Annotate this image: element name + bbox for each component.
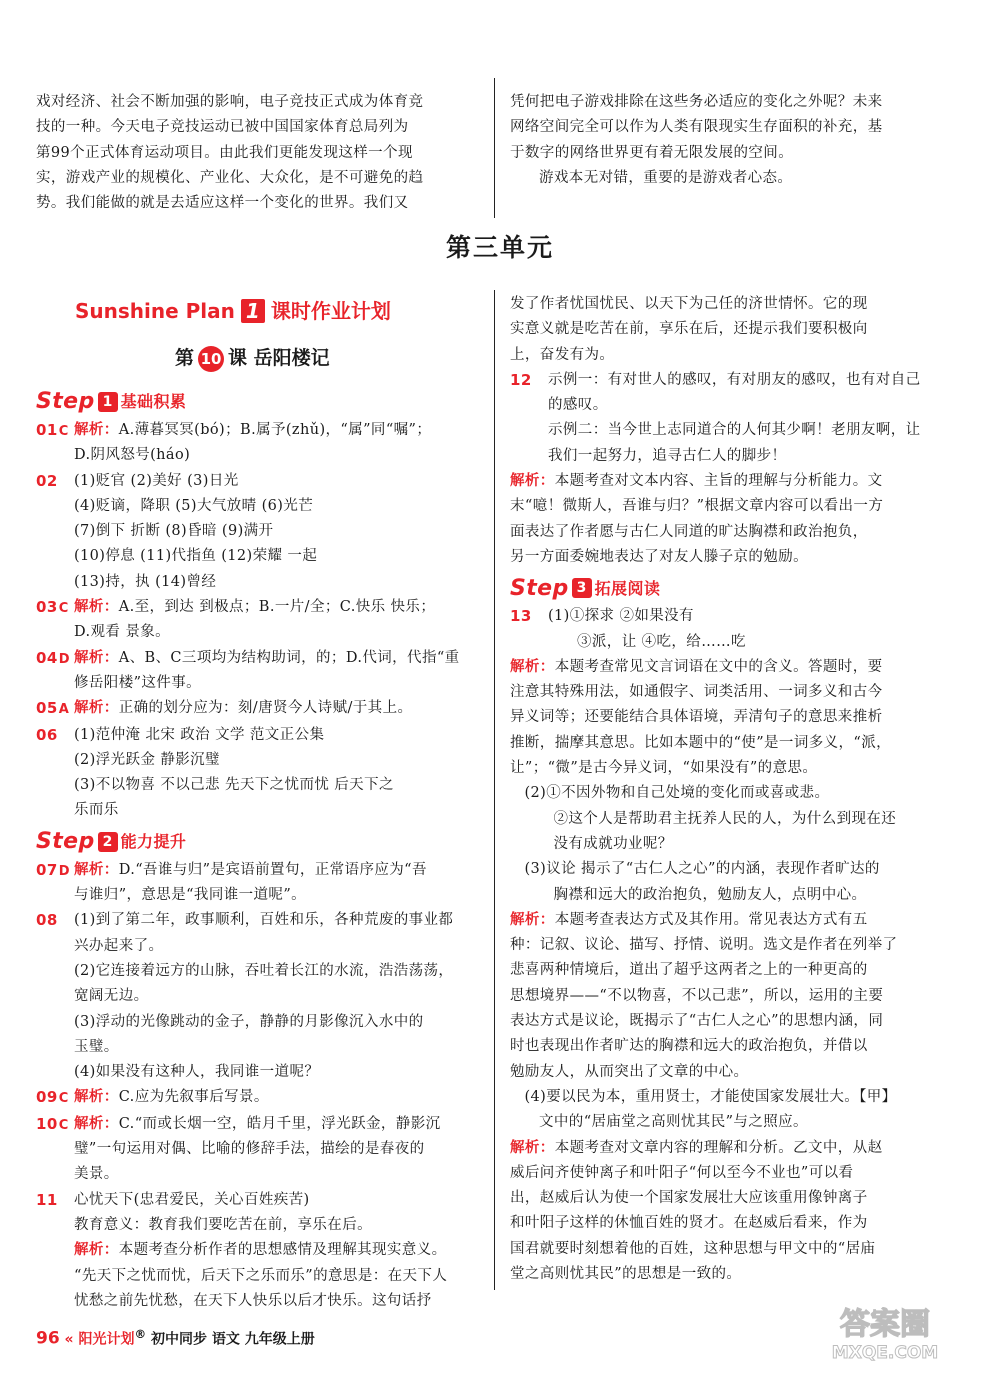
question-01 bbox=[36, 418, 482, 469]
text-line: 表达方式是议论，既揭示了“古仁人之心”的思想内涵，同 bbox=[510, 1013, 884, 1030]
text-line: (1)到了第二年，政事顺利，百姓和乐，各种荒废的事业都 bbox=[74, 912, 454, 929]
question-12 bbox=[510, 368, 956, 469]
text-line: (2)①不因外物和自己处境的变化而或喜或悲。 bbox=[524, 785, 830, 802]
main-column-divider bbox=[494, 290, 495, 1290]
jiexi-label: 解析： bbox=[510, 911, 555, 928]
jiexi-label: 解析： bbox=[74, 1089, 119, 1106]
text-line: 实意义就是吃苦在前，享乐在后，还提示我们要积极向 bbox=[510, 321, 868, 338]
unit-title: 第三单元 bbox=[445, 233, 554, 262]
text-line: A.至，到达 到极点；B.一片/全；C.快乐 快乐； bbox=[118, 599, 436, 616]
step-word: Step bbox=[36, 829, 95, 855]
text-line: 末“噫！微斯人，吾谁与归？”根据文章内容可以看出一方 bbox=[510, 498, 884, 515]
text-line: (3)议论 揭示了“古仁人之心”的内涵，表现作者旷达的 bbox=[524, 861, 880, 878]
text-line: 出，赵威后认为使一个国家发展壮大应该重用像钟离子 bbox=[510, 1190, 868, 1207]
text-line: 让”；“微”是古今异义词，“如果没有”的意思。 bbox=[510, 760, 818, 777]
text-line: 异义词等；还要能结合具体语境，弄清句子的意思来推析 bbox=[510, 709, 883, 726]
text-line: 的感叹。 bbox=[548, 397, 608, 414]
text-line: 时也表现出作者旷达的胸襟和远大的政治抱负，并借以 bbox=[510, 1038, 868, 1055]
text-line: ②这个人是帮助君主抚养人民的人，为什么到现在还 bbox=[553, 810, 897, 827]
text-line: 游戏本无对错，重要的是游戏者心态。 bbox=[539, 169, 793, 186]
text-line: 势。我们能做的就是去适应这样一个变化的世界。我们又 bbox=[36, 195, 409, 212]
question-number: 03 bbox=[36, 598, 58, 617]
right-main-column bbox=[510, 292, 956, 1287]
lesson-name: 课 岳阳楼记 bbox=[228, 347, 330, 369]
answer-letter: C bbox=[58, 1091, 69, 1107]
text-line: 没有成就功业呢？ bbox=[553, 835, 673, 852]
step-title: 能力提升 bbox=[120, 832, 187, 852]
question-number: 05 bbox=[36, 699, 58, 718]
text-line: 推断，揣摩其意思。比如本题中的“使”是一词多义，“派， bbox=[510, 734, 892, 751]
text-line: 乐而乐 bbox=[74, 802, 119, 819]
text-line: 教育意义：教育我们要吃苦在前，享乐在后。 bbox=[74, 1216, 372, 1233]
question-06 bbox=[36, 723, 482, 824]
text-line: (10)停息 (11)代指鱼 (12)荣耀 一起 bbox=[74, 548, 318, 565]
step-number: 2 bbox=[98, 832, 118, 852]
question-07 bbox=[36, 858, 482, 909]
text-line: D.观看 景象。 bbox=[74, 624, 171, 641]
text-line: (4)贬谪，降职 (5)大气放晴 (6)光芒 bbox=[74, 497, 314, 514]
question-number: 07 bbox=[36, 860, 58, 879]
jiexi-label: 解析： bbox=[74, 700, 119, 717]
text-line: 凭何把电子游戏排除在这些务必适应的变化之外呢？未来 bbox=[510, 94, 883, 110]
text-line: 心忧天下(忠君爱民，关心百姓疾苦) bbox=[74, 1191, 310, 1208]
text-line: 胸襟和远大的政治抱负，勉励友人，点明中心。 bbox=[553, 886, 867, 903]
text-line: 修岳阳楼”这件事。 bbox=[74, 674, 202, 691]
text-line: (4)要以民为本，重用贤士，才能使国家发展壮大。【甲】 bbox=[524, 1088, 897, 1105]
text-line: 宽阔无边。 bbox=[74, 988, 149, 1005]
text-line: 本题考查表达方式及其作用。常见表达方式有五 bbox=[554, 911, 868, 928]
text-line: (3)不以物喜 不以己悲 先天下之忧而忧 后天下之 bbox=[74, 777, 394, 794]
text-line: (1)范仲淹 北宋 政治 文学 范文正公集 bbox=[74, 726, 325, 743]
text-line: 兴办起来了。 bbox=[74, 937, 164, 954]
step-number: 1 bbox=[98, 392, 118, 412]
text-line: 堂之高则忧其民”的思想是一致的。 bbox=[510, 1265, 742, 1282]
answer-letter: A bbox=[58, 702, 70, 718]
text-line: (1)①探求 ②如果没有 bbox=[548, 608, 694, 625]
step-word: Step bbox=[510, 575, 569, 601]
jiexi-label: 解析： bbox=[74, 1242, 119, 1259]
jiexi-label: 解析： bbox=[510, 473, 555, 490]
text-line: 种：记叙、议论、描写、抒情、说明。选文是作者在列举了 bbox=[510, 937, 898, 954]
text-line: D.“吾谁与归”是宾语前置句，正常语序应为“吾 bbox=[118, 861, 427, 878]
text-line: 实，游戏产业的规模化、产业化、大众化，是不可避免的趋 bbox=[36, 169, 424, 186]
plan-prefix: Sunshine Plan bbox=[75, 299, 235, 323]
text-line: 璧”一句运用对偶、比喻的修辞手法，描绘的是春夜的 bbox=[74, 1141, 425, 1158]
text-line: 本题考查分析作者的思想感情及理解其现实意义。 bbox=[118, 1242, 447, 1259]
text-line: (1)贬官 (2)美好 (3)日光 bbox=[74, 472, 239, 489]
text-line: 注意其特殊用法，如通假字、词类活用、一词多义和古今 bbox=[510, 684, 883, 701]
question-11 bbox=[36, 1188, 482, 1314]
question-10 bbox=[36, 1112, 482, 1188]
question-number: 06 bbox=[36, 725, 58, 744]
jiexi-label: 解析： bbox=[74, 599, 119, 616]
question-04 bbox=[36, 646, 482, 697]
question-number: 04 bbox=[36, 648, 58, 667]
text-line: 本题考查对文本内容、主旨的理解与分析能力。文 bbox=[554, 473, 883, 490]
page-footer bbox=[36, 1327, 315, 1349]
text-line: 上，奋发有为。 bbox=[510, 346, 615, 363]
text-line: (4)如果没有这种人，我同谁一道呢？ bbox=[74, 1064, 320, 1081]
text-line: “先天下之忧而忧，后天下之乐而乐”的意思是：在天下人 bbox=[74, 1267, 448, 1284]
jiexi-label: 解析： bbox=[510, 658, 555, 675]
question-number: 12 bbox=[510, 370, 532, 389]
text-line: 我们一起努力，追寻古仁人的脚步！ bbox=[548, 447, 787, 464]
text-line: 于数字的网络世界更有着无限发展的空间。 bbox=[510, 144, 794, 161]
text-line: (2)它连接着远方的山脉，吞吐着长江的水流，浩浩荡荡， bbox=[74, 962, 454, 979]
registered-mark: ® bbox=[134, 1327, 147, 1341]
text-line: A.薄暮冥冥(bó)；B.属予(zhǔ)，“属”同“嘱”； bbox=[118, 422, 432, 438]
watermark-url: MXQE.COM bbox=[831, 1343, 939, 1363]
text-line: 思想境界——“不以物喜，不以己悲”，所以，运用的主要 bbox=[510, 987, 884, 1004]
text-line: ③派，让 ④吃，给……吃 bbox=[577, 633, 746, 650]
text-line: 示例一：有对世人的感叹，有对朋友的感叹，也有对自己 bbox=[548, 371, 921, 388]
text-line: 示例二：当今世上志同道合的人何其少啊！老朋友啊，让 bbox=[548, 422, 921, 439]
text-line: 悲喜两种情境后，道出了超乎这两者之上的一种更高的 bbox=[510, 962, 868, 979]
left-main-column bbox=[36, 384, 482, 1314]
step-title: 基础积累 bbox=[120, 392, 187, 412]
text-line: 国君就要时刻想着他的百姓，这种思想与甲文中的“居庙 bbox=[510, 1240, 876, 1257]
text-line: 戏对经济、社会不断加强的影响，电子竞技正式成为体育竞 bbox=[36, 94, 424, 110]
text-line: (2)浮光跃金 静影沉璧 bbox=[74, 751, 220, 768]
text-line: 本题考查常见文言词语在文中的含义。答题时，要 bbox=[554, 658, 883, 675]
text-line: (7)倒下 折断 (8)昏暗 (9)满开 bbox=[74, 523, 274, 540]
jiexi-label: 解析： bbox=[74, 1115, 119, 1132]
text-line: D.阴风怒号(háo) bbox=[74, 447, 191, 464]
answer-letter: D bbox=[58, 651, 70, 667]
lesson-number: 10 bbox=[198, 346, 224, 372]
text-line: 正确的划分应为：刻/唐贤今人诗赋/于其上。 bbox=[118, 700, 413, 717]
question-number: 02 bbox=[36, 471, 58, 490]
answer-letter: C bbox=[58, 601, 69, 617]
text-line: 网络空间完全可以作为人类有限现实生存面积的补充，基 bbox=[510, 119, 883, 136]
plan-number: 1 bbox=[241, 299, 265, 323]
answer-letter: C bbox=[58, 1117, 69, 1133]
page-number: 96 bbox=[36, 1328, 60, 1349]
question-number: 08 bbox=[36, 911, 58, 930]
step-3-header bbox=[510, 574, 956, 602]
step-word: Step bbox=[36, 389, 95, 415]
lesson-prefix: 第 bbox=[175, 347, 195, 369]
question-05 bbox=[36, 696, 482, 722]
question-number: 13 bbox=[510, 607, 532, 626]
question-09 bbox=[36, 1085, 482, 1111]
text-line: C.“而或长烟一空，皓月千里，浮光跃金，静影沉 bbox=[118, 1115, 441, 1132]
lesson-title bbox=[175, 343, 330, 372]
text-line: 和叶阳子这样的休恤百姓的贤才。在赵威后看来，作为 bbox=[510, 1215, 868, 1232]
step-2-header bbox=[36, 828, 482, 856]
double-chevron-icon: « bbox=[64, 1331, 74, 1348]
question-08 bbox=[36, 908, 482, 1085]
text-line: 技的一种。今天电子竞技运动已被中国国家体育总局列为 bbox=[36, 119, 409, 136]
sunshine-plan-heading bbox=[75, 295, 391, 324]
book-info: 初中同步 语文 九年级上册 bbox=[151, 1331, 315, 1348]
top-column-divider bbox=[494, 78, 495, 218]
watermark-logo bbox=[810, 1302, 960, 1364]
text-line: 忧愁之前先忧愁，在天下人快乐以后才快乐。这句话抒 bbox=[74, 1292, 432, 1309]
question-13 bbox=[510, 604, 956, 655]
text-line: 文中的“居庙堂之高则忧其民”与之照应。 bbox=[539, 1114, 808, 1131]
question-02 bbox=[36, 469, 482, 595]
text-line: 面表达了作者愿与古仁人同道的旷达胸襟和政治抱负， bbox=[510, 523, 868, 540]
text-line: (3)浮动的光像跳动的金子，静静的月影像沉入水中的 bbox=[74, 1013, 424, 1030]
answer-letter: D bbox=[58, 863, 70, 879]
text-line: 威后问齐使钟离子和叶阳子“何以至今不业也”可以看 bbox=[510, 1164, 854, 1181]
jiexi-label: 解析： bbox=[74, 649, 119, 666]
question-number: 09 bbox=[36, 1088, 58, 1107]
jiexi-label: 解析： bbox=[74, 861, 119, 878]
text-line: (13)持，执 (14)曾经 bbox=[74, 573, 217, 590]
question-number: 11 bbox=[36, 1190, 58, 1209]
step-1-header bbox=[36, 388, 482, 416]
plan-suffix: 课时作业计划 bbox=[270, 299, 391, 323]
step-title: 拓展阅读 bbox=[594, 578, 661, 598]
jiexi-label: 解析： bbox=[74, 422, 119, 438]
text-line: 勉励友人，从而突出了文章的中心。 bbox=[510, 1063, 749, 1080]
step-number: 3 bbox=[572, 578, 592, 598]
text-line: C.应为先叙事后写景。 bbox=[118, 1089, 269, 1106]
text-line: 玉璧。 bbox=[74, 1038, 119, 1055]
text-line: 发了作者忧国忧民、以天下为己任的济世情怀。它的现 bbox=[510, 296, 868, 312]
text-line: 与谁归”，意思是“我同谁一道呢”。 bbox=[74, 887, 307, 904]
jiexi-label: 解析： bbox=[510, 1139, 555, 1156]
answer-letter: C bbox=[58, 424, 69, 439]
text-line: 第99个正式体育运动项目。由此我们更能发现这样一个现 bbox=[36, 144, 413, 161]
watermark-text: 答案圈 bbox=[840, 1307, 930, 1342]
top-right-column bbox=[510, 90, 956, 191]
text-line: 另一方面委婉地表达了对友人滕子京的勉励。 bbox=[510, 548, 808, 565]
text-line: 本题考查对文章内容的理解和分析。乙文中，从赵 bbox=[554, 1139, 883, 1156]
question-number: 01 bbox=[36, 421, 58, 439]
brand-name: 阳光计划 bbox=[78, 1331, 135, 1348]
text-line: 美景。 bbox=[74, 1166, 119, 1183]
question-number: 10 bbox=[36, 1114, 58, 1133]
text-line: A、B、C三项均为结构助词，的；D.代词，代指“重 bbox=[118, 649, 460, 666]
top-left-column bbox=[36, 90, 482, 216]
question-03 bbox=[36, 595, 482, 646]
